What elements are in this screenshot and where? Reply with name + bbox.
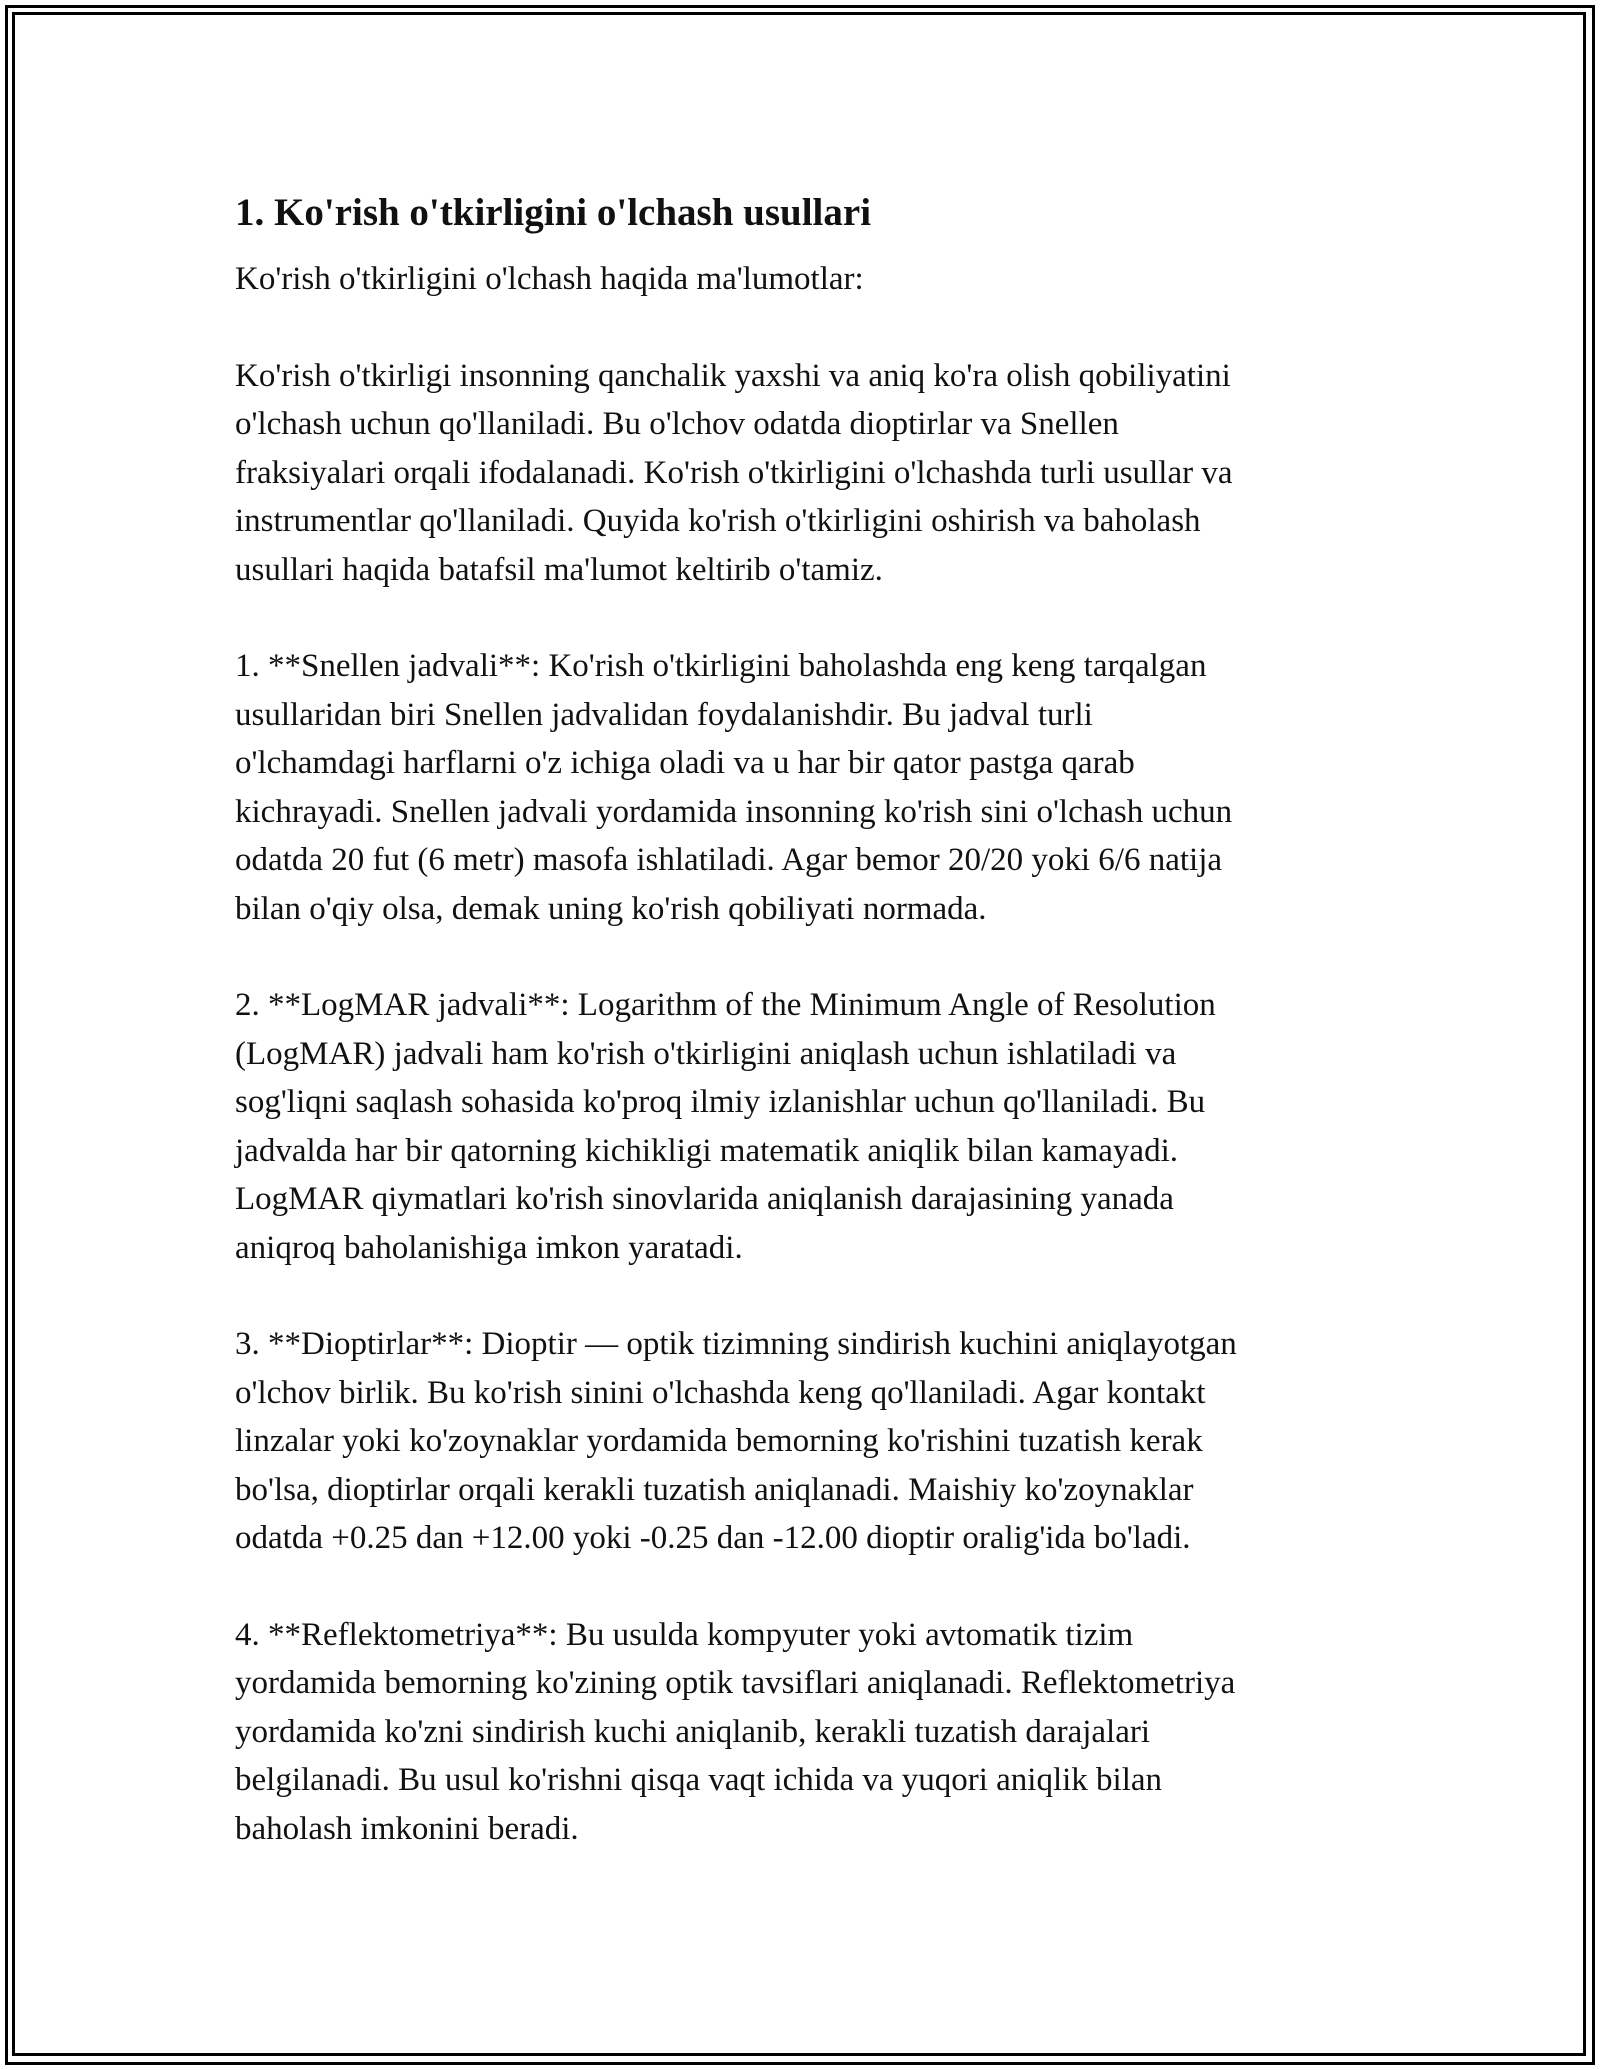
- reflectometry-paragraph: 4. **Reflektometriya**: Bu usulda kompyuter yoki avtomatik tizim yordamida bemorning ko'zining optik tavsiflari aniqlanadi. Reflektometriya yordamida ko'zni sindirish kuchi aniqlanib, kerakli tuzatish darajalari belgilanadi. Bu usul ko'rishni qisqa vaqt ichida va yuqori aniqlik bilan baholash imkonini beradi.: [235, 1616, 1236, 1847]
- diopter-paragraph: 3. **Dioptirlar**: Dioptir — optik tizimning sindirish kuchini aniqlayotgan o'lchov birlik. Bu ko'rish sinini o'lchashda keng qo'llaniladi. Agar kontakt linzalar yoki ko'zoynaklar yordamida bemorning ko'rishini tuzatish kerak bo'lsa, dioptirlar orqali kerakli tuzatish aniqlanadi. Maishiy ko'zoynaklar odatda +0.25 dan +12.00 yoki -0.25 dan -12.00 dioptir oralig'ida bo'ladi.: [235, 1326, 1237, 1556]
- overview-paragraph: Ko'rish o'tkirligi insonning qanchalik yaxshi va aniq ko'ra olish qobiliyatini o'lchash uchun qo'llaniladi. Bu o'lchov odatda dioptirlar va Snellen fraksiyalari orqali ifodalanadi. Ko'rish o'tkirligini o'lchashda turli usullar va instrumentlar qo'llaniladi. Quyida ko'rish o'tkirligini oshirish va baholash usullari haqida batafsil ma'lumot keltirib o'tamiz.: [235, 357, 1233, 588]
- logmar-paragraph: 2. **LogMAR jadvali**: Logarithm of the Minimum Angle of Resolution (LogMAR) jadvali ham ko'rish o'tkirligini aniqlash uchun ishlatiladi va sog'liqni saqlash sohasida ko'proq ilmiy izlanishlar uchun qo'llaniladi. Bu jadvalda har bir qatorning kichikligi matematik aniqlik bilan kamayadi. LogMAR qiymatlari ko'rish sinovlarida aniqlanish darajasining yanada aniqroq baholanishiga imkon yaratadi.: [235, 987, 1216, 1266]
- intro-paragraph: Ko'rish o'tkirligini o'lchash haqida ma'lumotlar:: [235, 261, 864, 297]
- snellen-paragraph: 1. **Snellen jadvali**: Ko'rish o'tkirligini baholashda eng keng tarqalgan usullaridan biri Snellen jadvalidan foydalanishdir. Bu jadval turli o'lchamdagi harflarni o'z ichiga oladi va u har bir qator pastga qarab kichrayadi. Snellen jadvali yordamida insonning ko'rish sini o'lchash uchun odatda 20 fut (6 metr) masofa ishlatiladi. Agar bemor 20/20 yoki 6/6 natija bilan o'qiy olsa, demak uning ko'rish qobiliyati normada.: [235, 648, 1233, 927]
- document-title: 1. Ko'rish o'tkirligini o'lchash usullari: [235, 191, 872, 234]
- document-body: [235, 185, 1375, 1901]
